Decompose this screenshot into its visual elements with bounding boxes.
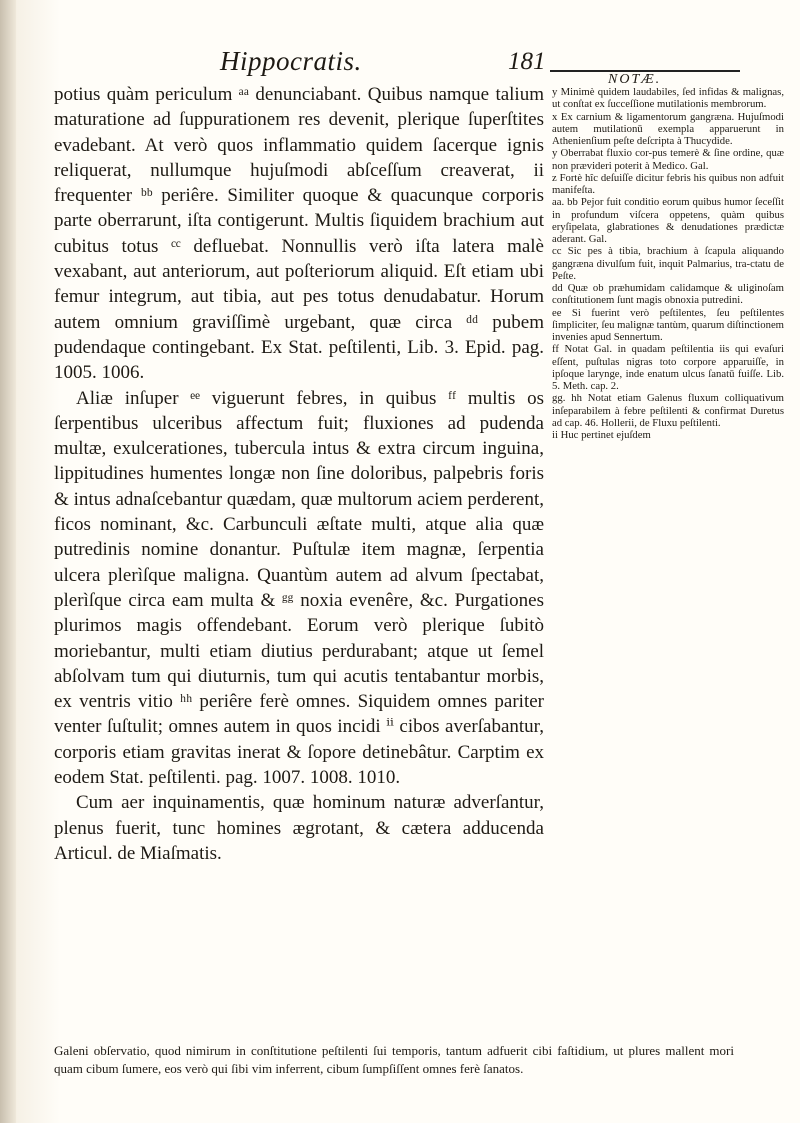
footnote-block <box>54 1042 734 1077</box>
notes-heading: NOTÆ. <box>608 72 662 87</box>
running-title: Hippocratis. <box>220 46 362 76</box>
marginal-note: dd Quæ ob præhumidam calidamque & uliginoſam conſtitutionem ſunt magis obnoxia putredini. <box>552 282 784 307</box>
marginal-note: x Ex carnium & ligamentorum gangræna. Hujuſmodi autem mutilationū exempla apparuerunt in Athenienſium peſte deſcripta à Thucydide. <box>552 110 784 147</box>
marginal-notes-column <box>552 86 784 441</box>
footnote-text: Galeni obſervatio, quod nimirum in conſtitutione peſtilenti ſui temporis, tantum adfuerit cibi faſtidium, ut plures mallent mori quam cibum ſumere, eos verò qui ſibi vim inferrent, cibum ſumpſiſſent omnes ferè ſanatos. <box>54 1043 734 1076</box>
marginal-note: gg. hh Notat etiam Galenus fluxum colliquativum inſeparabilem à febre peſtilenti & confirmat Duretus ad cap. 46. Hollerii, de Fluxu peſtilenti. <box>552 392 784 429</box>
marginal-note: ii Huc pertinet ejuſdem <box>552 429 651 441</box>
marginal-note: z Fortè hîc deſuiſſe dicitur febris his quibus non adfuit manifeſta. <box>552 171 784 196</box>
marginal-note: ee Si fuerint verò peſtilentes, ſeu peſtilentes ſimpliciter, ſeu malignæ tantùm, quarum diſtinctionem invenies apud Sennertum. <box>552 306 784 343</box>
page-header <box>220 42 740 87</box>
marginal-note: ff Notat Gal. in quadam peſtilentia iis qui evaſuri eſſent, puſtulas nigras toto corpore apparuiſſe, in ipſoque larynge, inde enatum ulcus ſanatū fuiſſe. Lib. 5. Meth. cap. 2. <box>552 343 784 392</box>
marginal-note: y Minimè quidem laudabiles, ſed infidas & malignas, ut conſtat ex ſucceſſione mutilationis membrorum. <box>552 86 784 111</box>
main-text-column <box>54 82 544 866</box>
page-number: 181 <box>508 48 546 75</box>
marginal-note: y Oberrabat fluxio cor-pus temerè & ſine ordine, quæ non prævideri poterit à Medico. Gal. <box>552 147 784 172</box>
marginal-note: cc Sic pes à tibia, brachium à ſcapula aliquando gangræna divulſum fuit, inquit Palmarius, tra-ctatu de Peſte. <box>552 245 784 282</box>
main-paragraph: Aliæ inſuper ᵉᵉ viguerunt febres, in quibus ᶠᶠ multis os ſerpentibus ulceribus affectum fuit; fluxiones ad pudenda multæ, exulcerationes, tubercula intus & extra circum inguina, lippitudines humentes longæ non ſine doloribus, palpebris foris & intus adnaſcebantur quædam, quæ multorum aciem perderent, ficos nominant, &c. Carbunculi æſtate multi, atque alia quæ putredinis nomine donantur. Puſtulæ item magnæ, ſerpentia ulcera plerìſque maligna. Quantùm autem ad alvum ſpectabat, plerìſque circa eam multa & ᵍᵍ noxia evenêre, &c. Purgationes plurimos magis offendebant. Eorum verò plerique ſubitò moriebantur, multi etiam diutius perdurabant; atque ut ſemel abſolvam tum qui diuturnis, tum qui acutis tentabantur morbis, ex ventris vitio ʰʰ periêre ferè omnes. Siquidem omnes pariter venter ſuſtulit; omnes autem in quos incidi ⁱⁱ cibos averſabantur, corporis etiam gravitas inerat & ſopore detinebâtur. Carptim ex eodem Stat. peſtilenti. pag. 1007. 1008. 1010. <box>54 387 544 789</box>
marginal-note: aa. bb Pejor fuit conditio eorum quibus humor ſeceſſit in profundum viſcera oppetens, quàm quibus eryſipelata, glabrationes & denudationes prædictæ aderant. Gal. <box>552 196 784 245</box>
page-spine-shadow <box>0 0 16 1123</box>
main-paragraph: potius quàm periculum ᵃᵃ denunciabant. Quibus namque talium maturatione ad ſuppurationem res devenit, plerique ſuperſtites evadebant. At verò quos inflammatio quidem ſacerque ignis reliquerat, nullumque hujuſmodi abſceſſum creaverat, ii frequenter ᵇᵇ periêre. Similiter quoque & quacunque corporis parte oberrarunt, iſta contigerunt. Multis ſiquidem brachium aut cubitus totus ᶜᶜ defluebat. Nonnullis verò iſta latera malè vexabant, aut anteriorum, aut poſteriorum aliquid. Eſt etiam ubi femur integrum, aut tibia, aut pes totus denudabatur. Horum autem omnium graviſſimè urgebant, quæ circa ᵈᵈ pubem pudendaque contingebant. Ex Stat. peſtilenti, Lib. 3. Epid. pag. 1005. 1006. <box>54 84 544 384</box>
main-paragraph: Cum aer inquinamentis, quæ hominum naturæ adverſantur, plenus fuerit, tunc homines ægrotant, & cætera adducenda Articul. de Miaſmatis. <box>54 792 544 864</box>
